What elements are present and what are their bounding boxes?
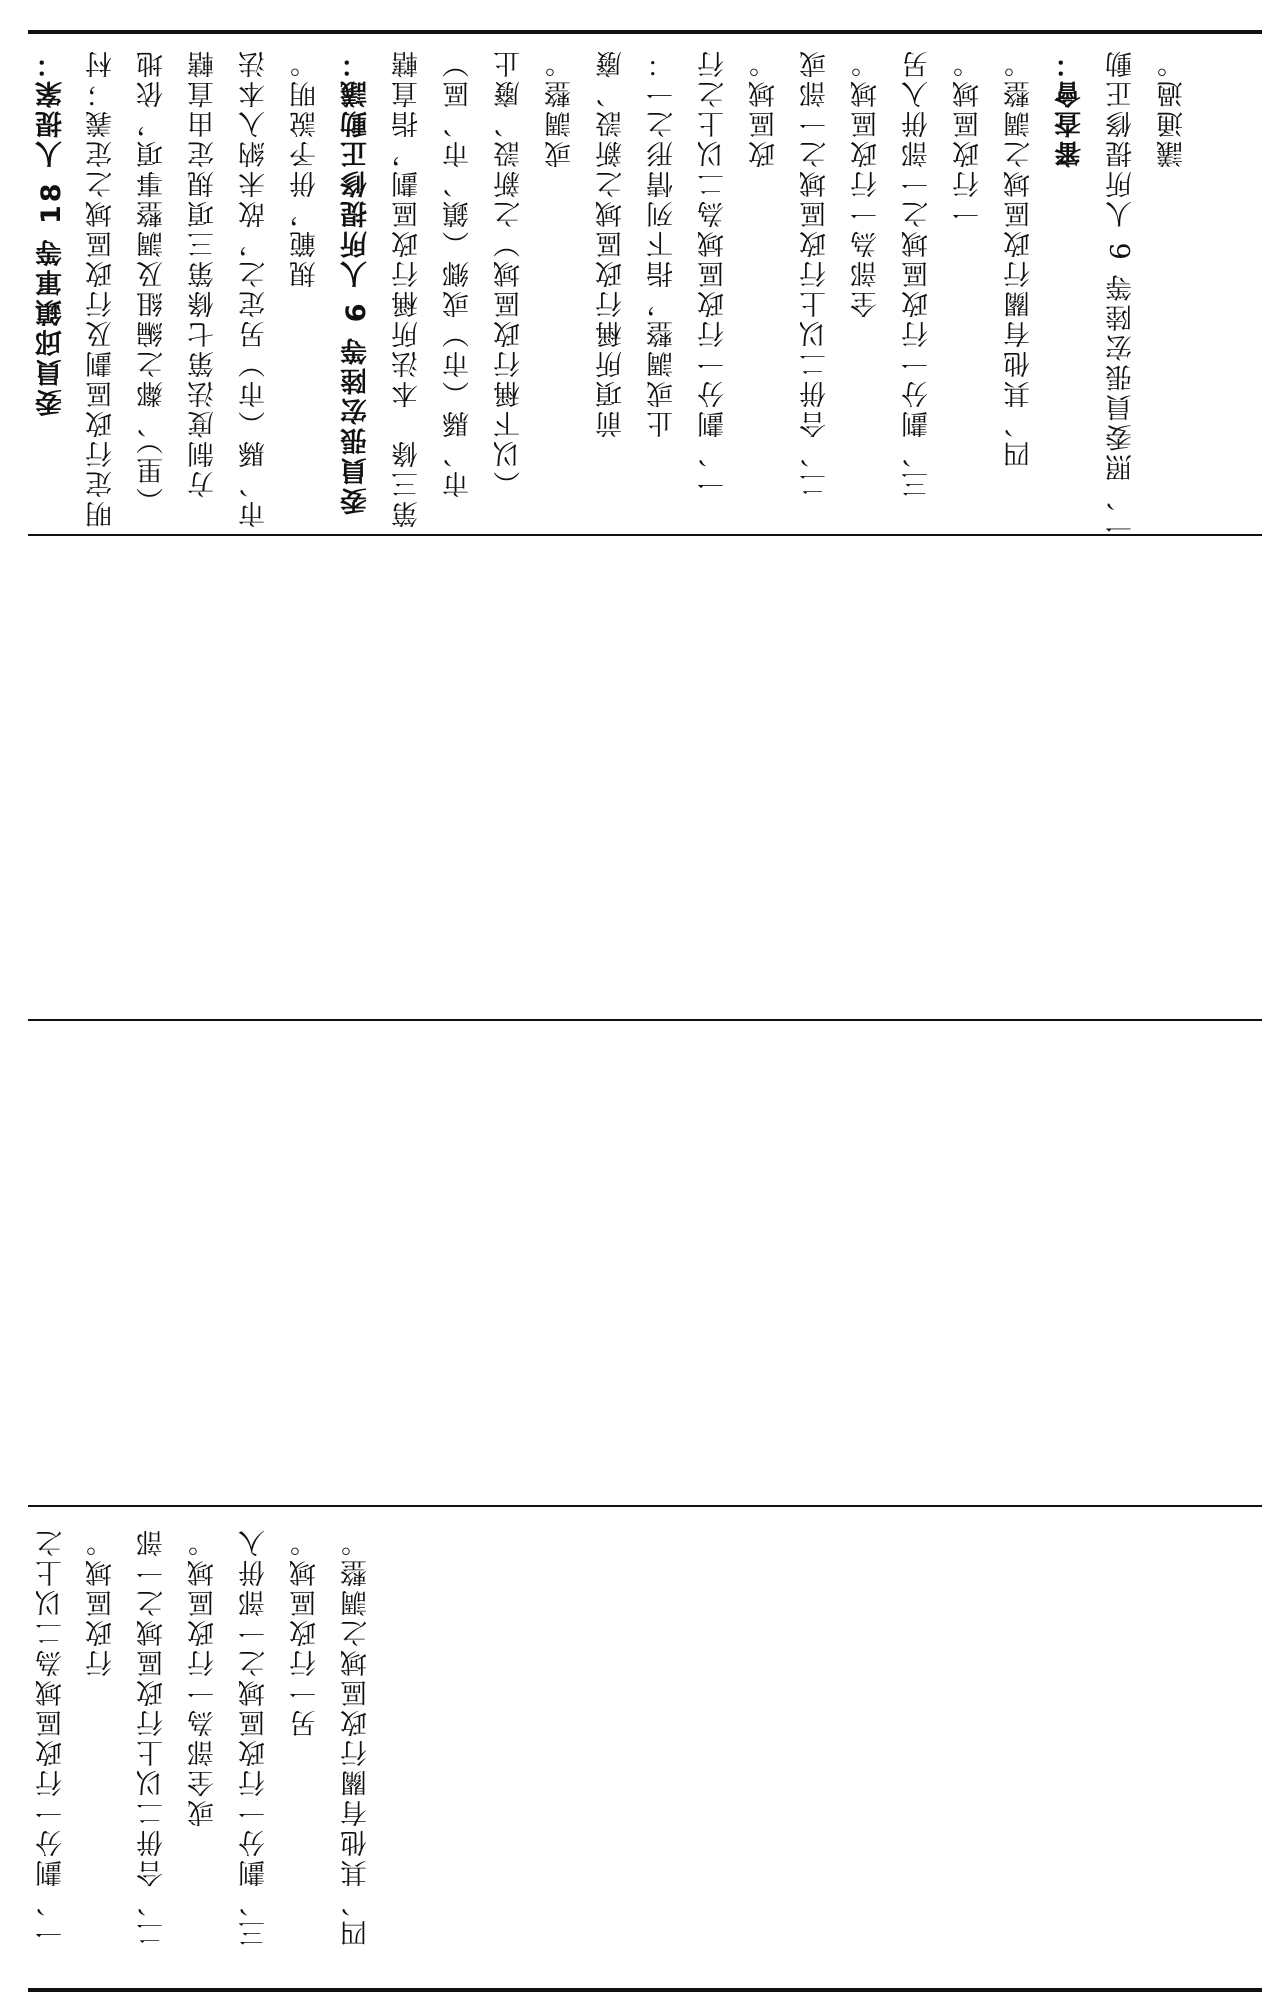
text-column: 一、照委員張宏陸等 6 人所提修正動	[1106, 48, 1137, 542]
section-original-text	[28, 1507, 1262, 1986]
text-column: （里）、鄰之編組及調整事項，依地	[137, 48, 168, 515]
text-column: 市、縣（市）或鄉（鎮、市、區）	[443, 48, 474, 558]
text-column: 另一行政區域。	[290, 1527, 321, 1797]
amendment-heading: 委員張宏陸等 6 人所提修正動議：	[341, 48, 372, 515]
text-column: 三、劃分一行政區域之一部併入另	[902, 48, 933, 498]
text-column: 或全部為一行政區域。	[188, 1527, 219, 1887]
text-column: 全部為一行政區域。	[851, 48, 882, 378]
text-column: （以下稱行政區域）之新設、廢止	[494, 48, 525, 545]
section-blank-2	[28, 1021, 1262, 1503]
text-column: 一、劃分一行政區域為二以上之行	[698, 48, 729, 498]
text-column: 市、縣（市）另定之，故未納入本法	[239, 48, 270, 528]
text-column: 或調整。	[545, 48, 576, 168]
proposal-heading: 委員邱鎮軍等 18 人提案：	[36, 48, 67, 417]
text-column: 四、其他有關行政區域之調整。	[341, 1527, 372, 1947]
text-column: 止或調整，指下列情形之一：	[647, 48, 678, 438]
text-column: 第三條 本法所稱行政區劃，指直轄	[392, 48, 423, 528]
bottom-border-rule	[28, 1988, 1262, 1992]
text-column: 方制度法第七條第三項規定由直轄	[188, 48, 219, 498]
text-column: 政區域。	[749, 48, 780, 228]
text-column: 明定行政區劃及行政區域之定義；村	[86, 48, 117, 528]
text-column: 議通過。	[1157, 48, 1188, 228]
text-column: 行政區域。	[86, 1527, 117, 1737]
text-column: 一行政區域。	[953, 48, 984, 288]
text-column: 四、其他有關行政區域之調整。	[1004, 48, 1035, 528]
text-column: 二、合併二以上行政區域之一部	[137, 1527, 168, 1947]
text-column: 二、合併二以上行政區域之一部或	[800, 48, 831, 498]
section-blank-1	[28, 536, 1262, 1017]
text-column: 規範，併予說明。	[290, 48, 321, 288]
text-column: 三、劃分一行政區域之一部併入	[239, 1527, 270, 1947]
section-committee-text	[28, 34, 1262, 558]
text-column: 前項所稱行政區域之新設、廢	[596, 48, 627, 498]
review-heading: 審查會：	[1055, 48, 1086, 168]
text-column: 一、劃分一行政區域為二以上之	[36, 1527, 67, 1947]
